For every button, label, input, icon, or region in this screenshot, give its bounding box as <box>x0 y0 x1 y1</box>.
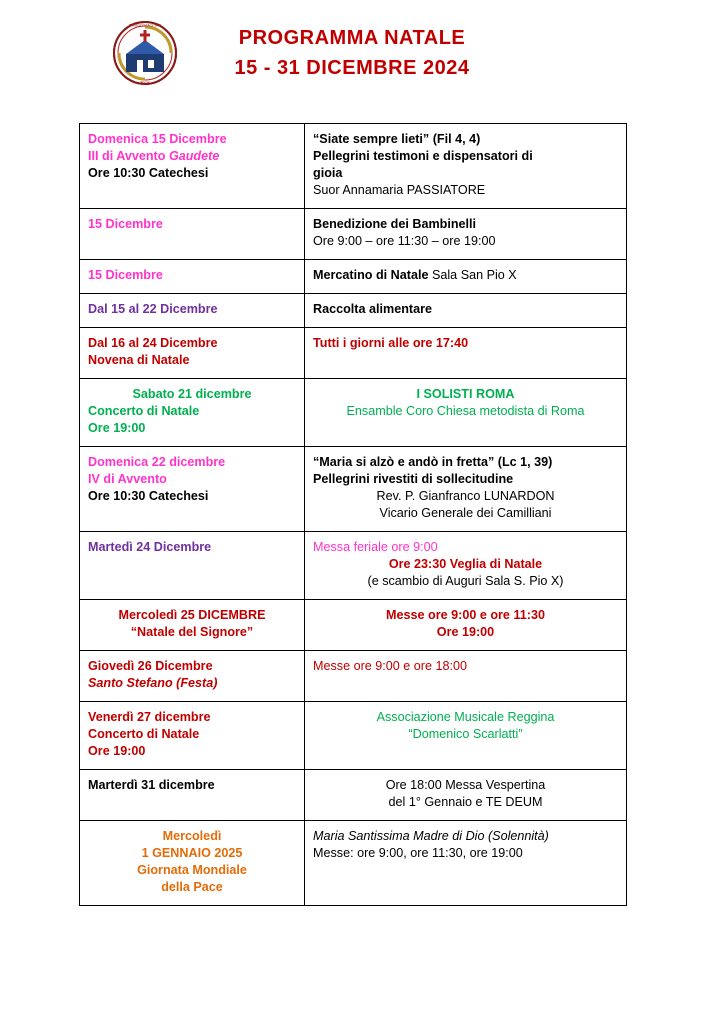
text-line: Domenica 15 Dicembre <box>88 132 227 146</box>
table-row <box>80 447 627 532</box>
text-line: Ore 19:00 <box>436 625 495 639</box>
page-title: PROGRAMMA NATALE <box>238 27 466 49</box>
table-row <box>80 209 627 260</box>
text-line: Pellegrini testimoni e dispensatori di <box>313 149 533 163</box>
cell-details <box>305 260 627 294</box>
cell-details <box>305 209 627 260</box>
text-line: Messe ore 9:00 e ore 11:30 <box>386 608 545 622</box>
text-line: Ore 19:00 <box>88 421 146 435</box>
text-line: Mercoledì 25 DICEMBRE <box>118 608 266 622</box>
page-subtitle: 15 - 31 DICEMBRE 2024 <box>234 57 470 79</box>
table-row <box>80 124 627 209</box>
text-line: Messa feriale ore 9:00 <box>313 540 438 554</box>
text-line: “Siate sempre lieti” (Fil 4, 4) <box>313 132 481 146</box>
text-line: Rev. P. Gianfranco LUNARDON <box>376 489 555 503</box>
text-line: Mercatino di Natale Sala San Pio X <box>313 268 517 282</box>
text-line: I SOLISTI ROMA <box>416 387 515 401</box>
text-line: Dal 15 al 22 Dicembre <box>88 302 218 316</box>
text-line: del 1° Gennaio e TE DEUM <box>388 795 543 809</box>
text-line: Sabato 21 dicembre <box>132 387 252 401</box>
cell-date <box>80 600 305 651</box>
table-row <box>80 328 627 379</box>
text-line: Domenica 22 dicembre <box>88 455 226 469</box>
svg-text:Roma: Roma <box>140 80 150 85</box>
text-line: Martedì 24 Dicembre <box>88 540 212 554</box>
parish-crest-logo <box>112 20 178 86</box>
text-line: 15 Dicembre <box>88 268 163 282</box>
text-line: 1 GENNAIO 2025 <box>141 846 243 860</box>
cell-date <box>80 532 305 600</box>
cell-date <box>80 447 305 532</box>
text-line: Raccolta alimentare <box>313 302 432 316</box>
cell-details <box>305 328 627 379</box>
text-line: Ensamble Coro Chiesa metodista di Roma <box>346 404 585 418</box>
cell-date <box>80 209 305 260</box>
text-line: gioia <box>313 166 343 180</box>
text-line-suffix: Gaudete <box>168 149 220 163</box>
text-line: Maria Santissima Madre di Dio (Solennità) <box>313 829 549 843</box>
text-line: Suor Annamaria PASSIATORE <box>313 183 486 197</box>
text-line: Ore 9:00 – ore 11:30 – ore 19:00 <box>313 234 496 248</box>
cell-details <box>305 651 627 702</box>
text-line: Giornata Mondiale <box>137 863 247 877</box>
cell-details <box>305 532 627 600</box>
text-line: Venerdì 27 dicembre <box>88 710 211 724</box>
table-row <box>80 260 627 294</box>
table-row <box>80 532 627 600</box>
text-line: Santo Stefano (Festa) <box>88 676 218 690</box>
cell-details <box>305 600 627 651</box>
table-row <box>80 379 627 447</box>
cell-date <box>80 124 305 209</box>
cell-date <box>80 821 305 906</box>
program-table <box>79 123 627 906</box>
text-line: Benedizione dei Bambinelli <box>313 217 477 231</box>
cell-date <box>80 651 305 702</box>
program-table-wrapper <box>79 123 592 906</box>
text-line: Messe ore 9:00 e ore 18:00 <box>313 659 468 673</box>
cell-details <box>305 770 627 821</box>
text-line: Associazione Musicale Reggina <box>376 710 555 724</box>
text-line: Marterdì 31 dicembre <box>88 778 215 792</box>
cell-date <box>80 260 305 294</box>
text-line: 15 Dicembre <box>88 217 163 231</box>
text-line: “Maria si alzò e andò in fretta” (Lc 1, 39) <box>313 455 553 469</box>
table-row <box>80 770 627 821</box>
text-line-suffix: Sala San Pio X <box>428 268 517 282</box>
text-line: Dal 16 al 24 Dicembre <box>88 336 218 350</box>
table-row <box>80 651 627 702</box>
text-line: Pellegrini rivestiti di sollecitudine <box>313 472 514 486</box>
cell-details <box>305 124 627 209</box>
text-line: Ore 18:00 Messa Vespertina <box>385 778 546 792</box>
text-line: Mercoledì <box>162 829 222 843</box>
header-titles <box>202 25 502 81</box>
table-row <box>80 294 627 328</box>
text-line: Concerto di Natale <box>88 404 200 418</box>
cell-details <box>305 447 627 532</box>
cell-date <box>80 702 305 770</box>
cell-details <box>305 294 627 328</box>
table-row <box>80 600 627 651</box>
text-line: Vicario Generale dei Camilliani <box>379 506 552 520</box>
text-line: Concerto di Natale <box>88 727 200 741</box>
text-line: Ore 10:30 Catechesi <box>88 489 209 503</box>
cell-date <box>80 379 305 447</box>
cell-details <box>305 821 627 906</box>
table-row <box>80 702 627 770</box>
text-line: III di Avvento Gaudete <box>88 149 220 163</box>
cell-date <box>80 328 305 379</box>
text-line: Ore 19:00 <box>88 744 146 758</box>
text-line: Ore 23:30 Veglia di Natale <box>388 557 543 571</box>
text-line: Ore 10:30 Catechesi <box>88 166 209 180</box>
cell-date <box>80 770 305 821</box>
text-line: IV di Avvento <box>88 472 167 486</box>
text-line: “Domenico Scarlatti” <box>408 727 523 741</box>
text-line: (e scambio di Auguri Sala S. Pio X) <box>367 574 564 588</box>
text-line: “Natale del Signore” <box>130 625 254 639</box>
text-line: Novena di Natale <box>88 353 190 367</box>
text-line: Messe: ore 9:00, ore 11:30, ore 19:00 <box>313 846 523 860</box>
text-line: Giovedì 26 Dicembre <box>88 659 213 673</box>
svg-text:PARROCCHIALE SAN: PARROCCHIALE SAN <box>128 23 162 28</box>
cell-date <box>80 294 305 328</box>
text-line: Tutti i giorni alle ore 17:40 <box>313 336 469 350</box>
cell-details <box>305 702 627 770</box>
document-header <box>0 0 709 85</box>
cell-details <box>305 379 627 447</box>
text-line: della Pace <box>161 880 223 894</box>
table-row <box>80 821 627 906</box>
